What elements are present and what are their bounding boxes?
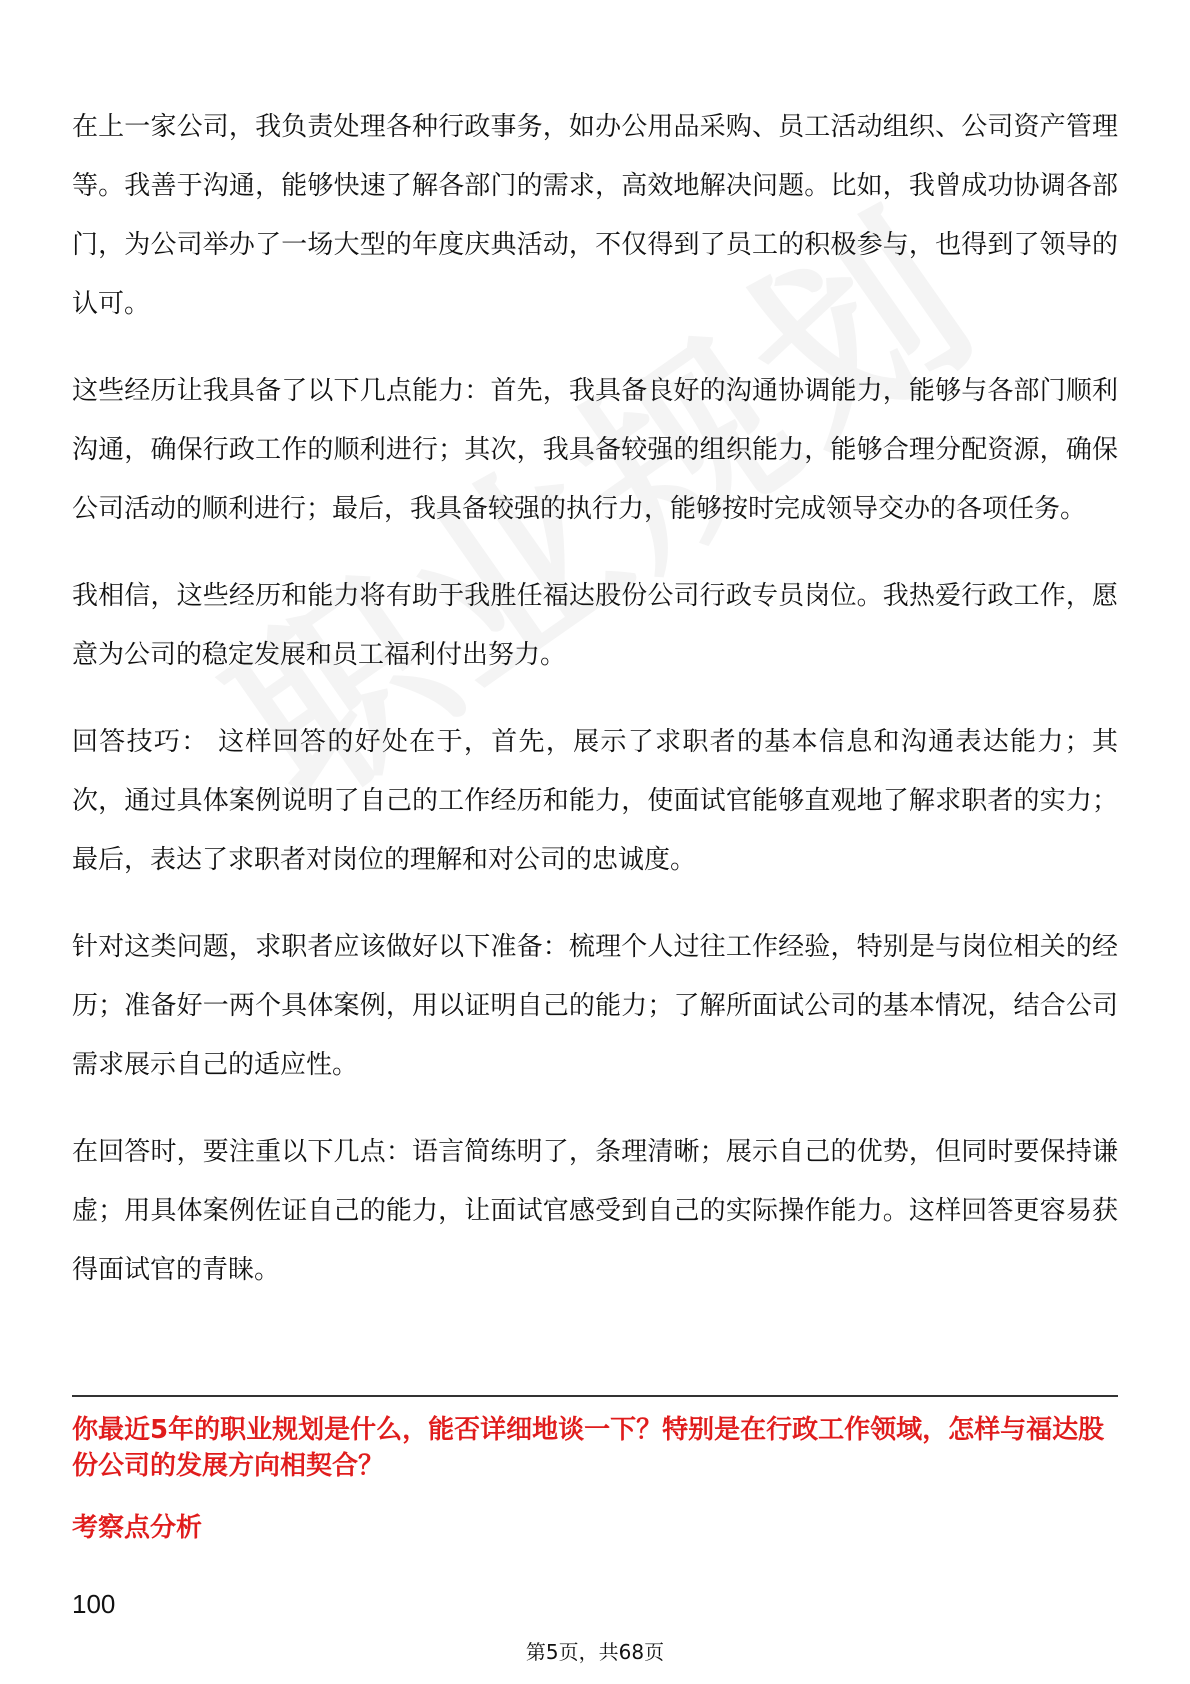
paragraph-key-points: 在回答时，要注重以下几点：语言简练明了，条理清晰；展示自己的优势，但同时要保持谦虚；用具体案例佐证自己的能力，让面试官感受到自己的实际操作能力。这样回答更容易获得面试官的青睐。 xyxy=(72,1137,1118,1285)
analysis-heading: 考察点分析 xyxy=(72,1513,203,1543)
score-value: 100 xyxy=(72,1589,116,1619)
paragraph-conclusion: 我相信，这些经历和能力将有助于我胜任福达股份公司行政专员岗位。我热爱行政工作，愿意为公司的稳定发展和员工福利付出努力。 xyxy=(72,581,1118,670)
paragraph-answer-tips: 回答技巧： 这样回答的好处在于，首先，展示了求职者的基本信息和沟通表达能力；其次，通过具体案例说明了自己的工作经历和能力，使面试官能够直观地了解求职者的实力；最后，表达了求职者对岗位的理解和对公司的忠诚度。 xyxy=(72,727,1118,875)
page-footer: 第5页，共68页 xyxy=(525,1640,665,1664)
interview-question: 你最近5年的职业规划是什么，能否详细地谈一下？特别是在行政工作领域，怎样与福达股份公司的发展方向相契合？ xyxy=(72,1415,1105,1481)
paragraph-experience: 在上一家公司，我负责处理各种行政事务，如办公用品采购、员工活动组织、公司资产管理等。我善于沟通，能够快速了解各部门的需求，高效地解决问题。比如，我曾成功协调各部门，为公司举办了一场大型的年度庆典活动，不仅得到了员工的积极参与，也得到了领导的认可。 xyxy=(72,112,1118,319)
paragraph-abilities: 这些经历让我具备了以下几点能力：首先，我具备良好的沟通协调能力，能够与各部门顺利沟通，确保行政工作的顺利进行；其次，我具备较强的组织能力，能够合理分配资源，确保公司活动的顺利进行；最后，我具备较强的执行力，能够按时完成领导交办的各项任务。 xyxy=(72,376,1118,524)
paragraph-preparation: 针对这类问题，求职者应该做好以下准备：梳理个人过往工作经验，特别是与岗位相关的经历；准备好一两个具体案例，用以证明自己的能力；了解所面试公司的基本情况，结合公司需求展示自己的适应性。 xyxy=(72,932,1118,1080)
section-divider xyxy=(72,1395,1118,1397)
answer-body xyxy=(72,98,1118,1328)
